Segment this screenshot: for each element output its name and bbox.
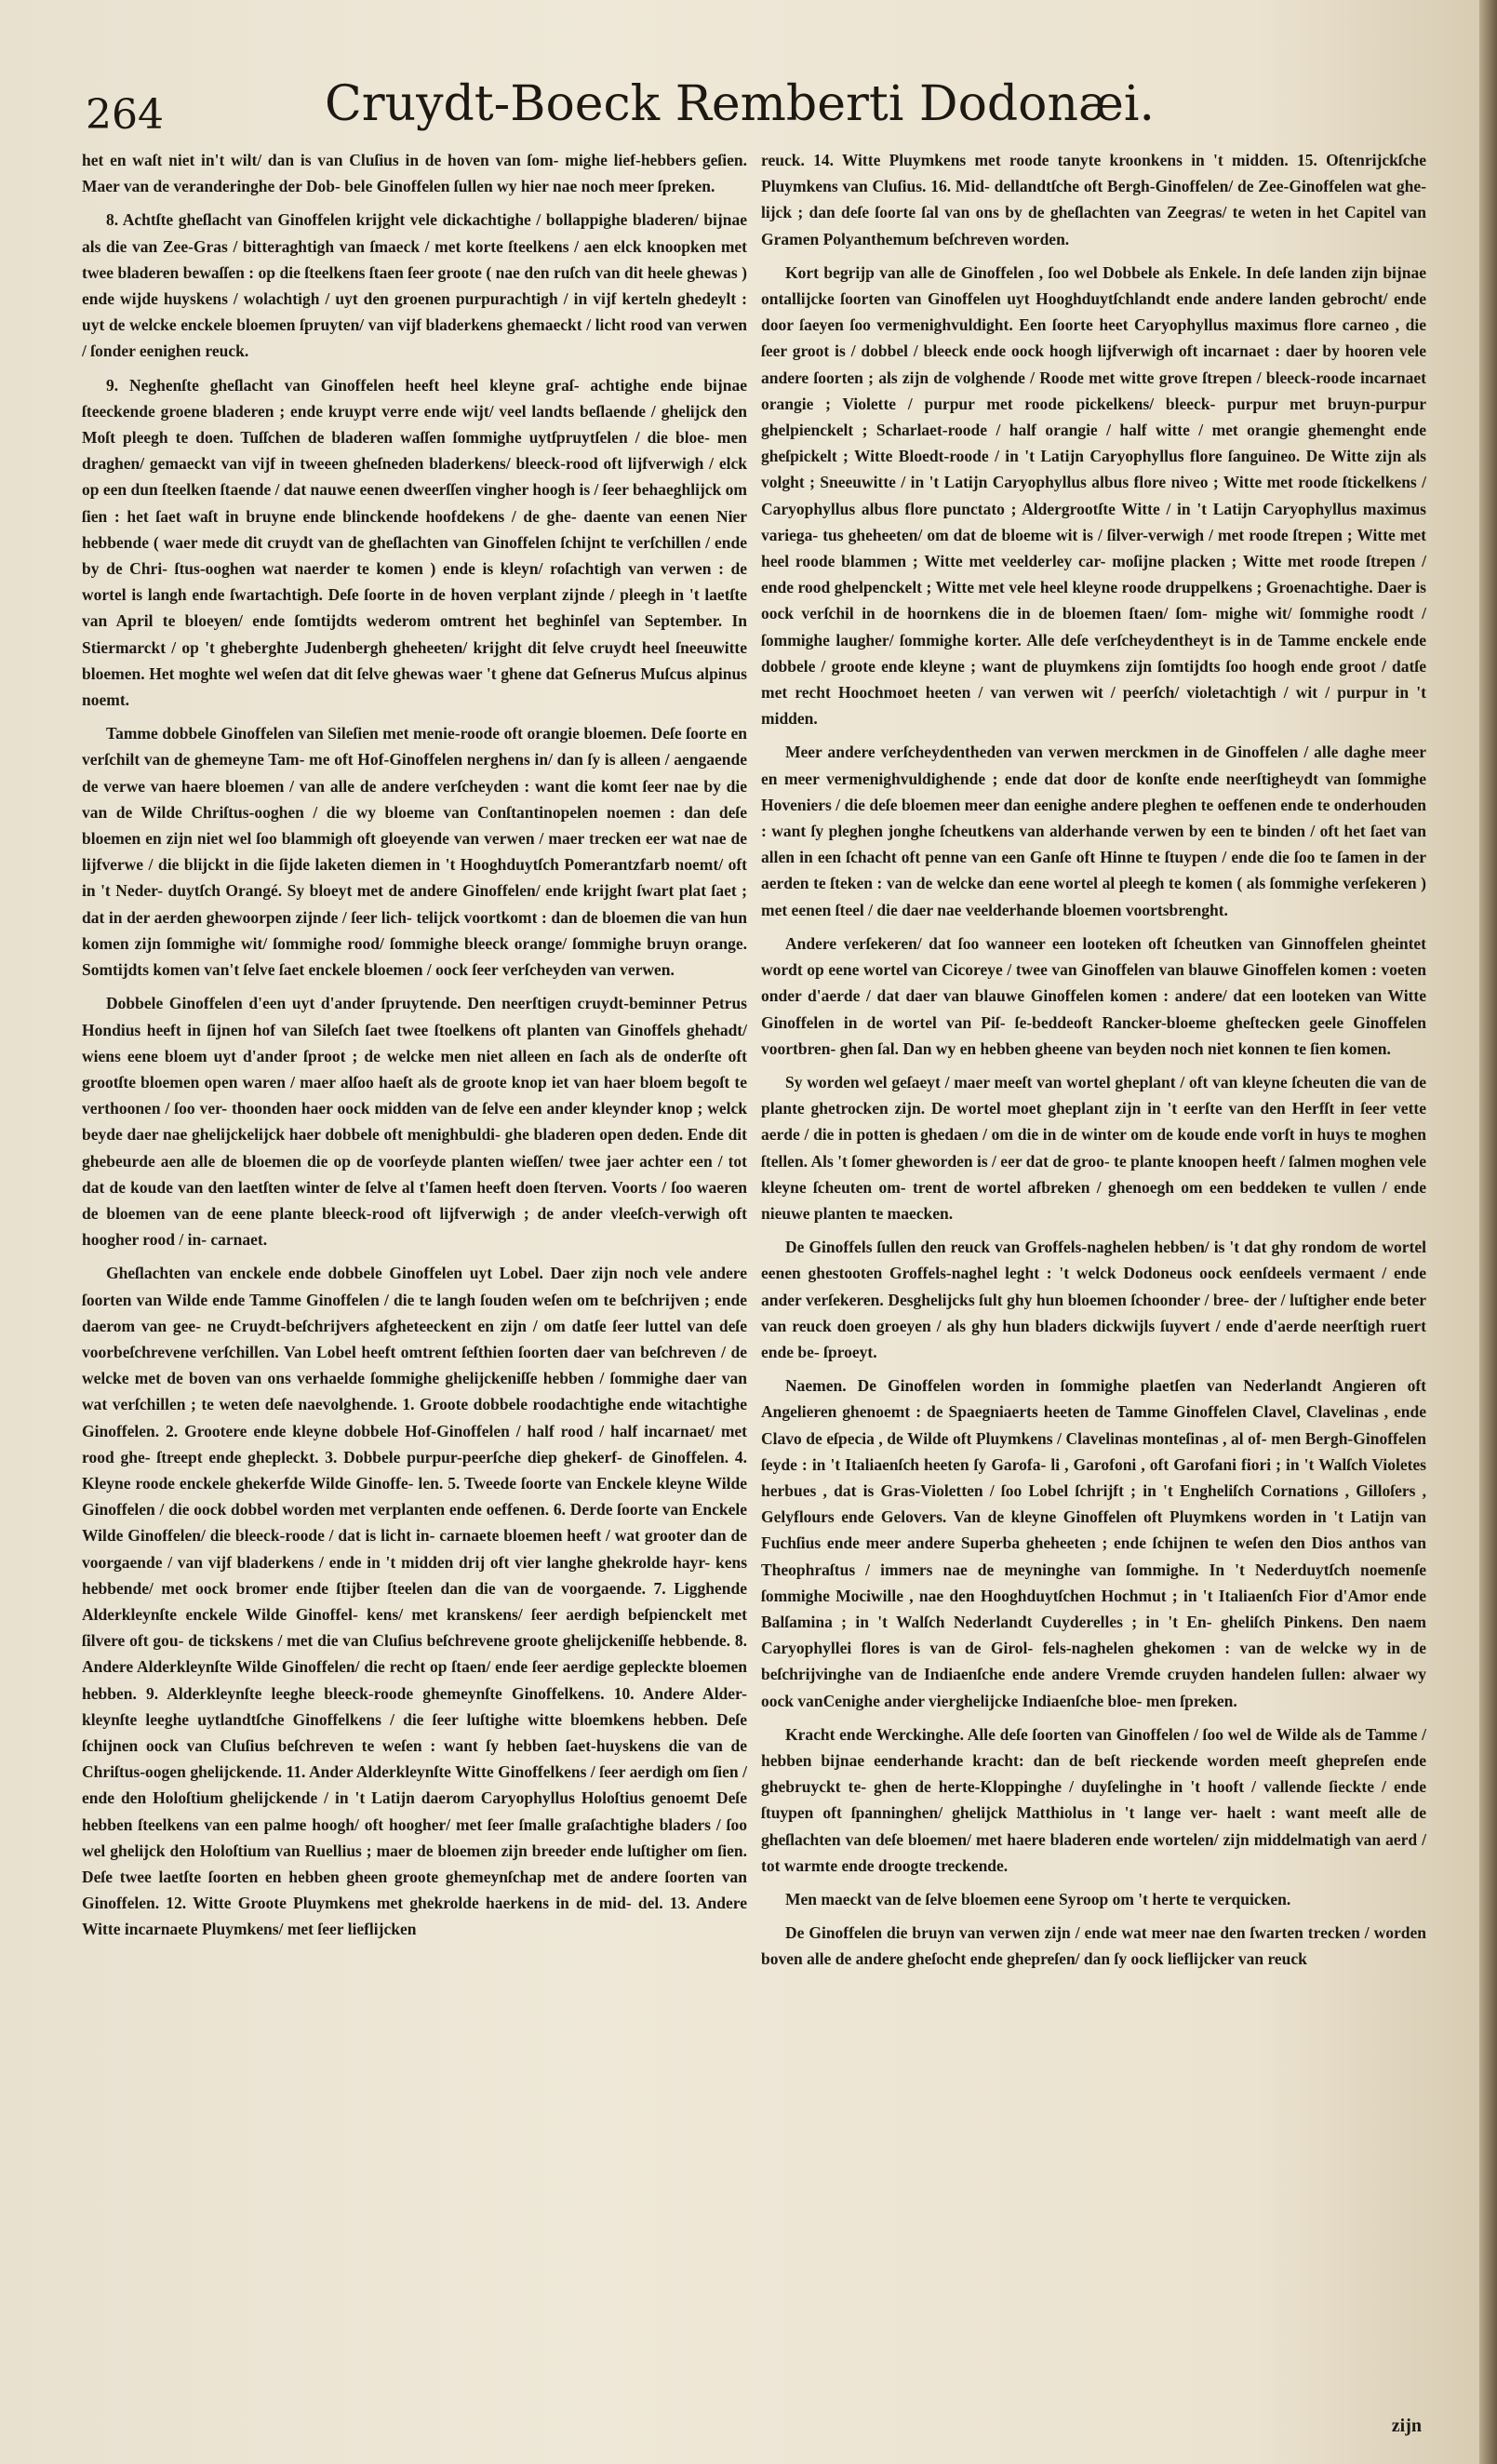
paragraph: het en waſt niet in't wilt/ dan is van Cluſius in de hoven van ſom- mighe lief-hebbers geſien. Maer van de veranderinghe der Dob- bele Ginoffelen ſullen wy hier nae noch meer ſpreken. xyxy=(82,151,747,196)
paragraph: Meer andere verſcheydentheden van verwen merckmen in de Ginoffelen / alle daghe meer en meer vermenighvuldighende ; ende dat door de konſte ende neerſtigheydt van ſommighe Hoveniers / die deſe bloemen meer dan eenighe andere pleghen te oeffenen ende te onderhouden : want ſy pleghen jonghe ſcheutkens van alderhande verwen by een te binden / oft het ſaet van allen in een ſchacht oft penne van een Ganſe oft Hinne te ſtuypen / ende die ſoo te ſamen in der aerden te ſteken : van de welcke dan eene wortel al pleegh te komen ( als ſommighe verſekeren ) met eenen ſteel / die daer nae veelderhande bloemen voortsbrenght. xyxy=(761,743,1426,919)
paragraph: Gheſlachten van enckele ende dobbele Ginoffelen uyt Lobel. Daer zijn noch vele andere ſoorten van Wilde ende Tamme Ginoffelen / die te langh ſouden weſen om te beſchrijven ; ende daerom van gee- ne Cruydt-beſchrijvers afgheteeckent en zijn / om datſe ſeer luttel van deſe voorbeſchrevene verſchillen. Van Lobel heeft omtrent ſeſthien ſoorten daer van beſchreven / de welcke met de boven van ons verhaelde ſommighe ghelijckeniſſe hebben / ſommighe daer van wat verſchillen ; te weten deſe naevolghende. 1. Groote dobbele roodachtighe ende witachtighe Ginoffelen. 2. Grootere ende kleyne dobbele Hof-Ginoffelen / half rood / half incarnaet/ met rood ghe- ſtreept ende ghepleckt. 3. Dobbele purpur-peerſche diep ghekerf- de Ginoffelen. 4. Kleyne roode enckele ghekerfde Wilde Ginoffe- len. 5. Tweede ſoorte van Enckele kleyne Wilde Ginoffelen / die oock dobbel worden met verplanten ende oeffenen. 6. Derde ſoorte van Enckele Wilde Ginoffelen/ die bleeck-roode / dat is licht in- carnaete bloemen heeft / wat grooter dan de voorgaende / van vijf bladerkens / ende in 't midden drij oft vier langhe ghekrolde hayr- kens hebbende/ met oock bromer ende ſtijber ſteelen dan die van de voorgaende. 7. Ligghende Alderkleynſte enckele Wilde Ginoffel- kens/ met kranskens/ ſeer aerdigh beſpienckelt met ſilvere oft gou- de tickskens / met die van Cluſius beſchrevene groote ghelijckeniſſe hebbende. 8. Andere Alderkleynſte Wilde Ginoffelen/ die recht op ſtaen/ ende ſeer aerdige gepleckte bloemen hebben. 9. Alderkleynſte leeghe bleeck-roode ghemeynſte Ginoffelkens. 10. Andere Alder- kleynſte leeghe uytlandtſche Ginoffelkens / die ſeer luſtighe witte bloemkens hebben. Deſe ſchijnen oock van Cluſius beſchreven te weſen : want ſy hebben ſaet-huyskens die van de Chriſtus-oogen ghelijckende. 11. Ander Alderkleynſte Witte Ginoffelkens / ſeer aerdigh om ſien / ende den Holoſtium ghelijckende / in 't Latijn daerom Caryophyllus Holoſtius genoemt Deſe hebben ſteelkens van een palme hoogh/ oft hoogher/ met ſeer ſmalle graſachtighe bladers / ſoo wel ghelijck den Holoſtium van Ruellius ; maer de bloemen zijn breeder ende luſtigher om ſien. Deſe twee laetſte ſoorten en hebben gheen groote ghemeynſchap met de andere ſoorten van Ginoffelen. 12. Witte Groote Pluymkens met ghekrolde haerkens in de mid- del. 13. Andere Witte incarnaete Pluymkens/ met ſeer lieflijcken xyxy=(82,1264,747,1939)
paragraph: Dobbele Ginoffelen d'een uyt d'ander ſpruytende. Den neerſtigen cruydt-beminner Petrus Hondius heeft in ſijnen hof van Sileſch ſaet twee ſtoelkens oft planten van Ginoffels ghehadt/ wiens eene bloem uyt d'ander ſproot ; de welcke men niet alleen en ſach als de onderſte oft grootſte bloemen open waren / maer alſoo haeſt als de groote knop iet van haer bloem begoſt te verthoonen / ſoo ver- thoonden haer oock midden van de ſelve een ander kleynder knop ; welck beyde daer nae ghelijckelijck haer dobbele oft menighbuldi- ghe bladeren open deden. Ende dit ghebeurde aen alle de bloemen die op de voorſeyde planten wieſſen/ twee jaer achter een / tot dat de koude van den laetſten winter de ſelve al t'ſamen heeft doen ſterven. Voorts / ſoo waeren de bloemen van de eene plante bleeck-rood oft lijfverwigh ; de ander vleeſch-verwigh oft hoogher rood / in- carnaet. xyxy=(82,994,747,1250)
paragraph: reuck. 14. Witte Pluymkens met roode tanyte kroonkens in 't midden. 15. Oſtenrijckſche Pluymkens van Cluſius. 16. Mid- dellandtſche oft Bergh-Ginoffelen/ de Zee-Ginoffelen wat ghe- lijck ; dan deſe ſoorte ſal van ons by de gheſlachten van Zeegras/ te weten in het Capitel van Gramen Polyanthemum beſchreven worden. xyxy=(761,151,1426,248)
paragraph: 9. Neghenſte gheſlacht van Ginoffelen heeft heel kleyne graſ- achtighe ende bijnae ſteeckende groene bladeren ; ende kruypt verre ende wijt/ veel landts beſlaende / ghelijck den Moſt pleegh te doen. Tuſſchen de bladeren waſſen ſommighe uytſpruytſelen / die bloe- men draghen/ gemaeckt van vijf in tweeen gheſneden bladerkens/ bleeck-rood oft lijfverwigh / elck op een dun ſteelken ſtaende / dat nauwe eenen dweerſſen vingher hoogh is / ſeer behaeghlijck om ſien : het ſaet waſt in bruyne ende blinckende hoofdekens / de ghe- daente van eenen Nier hebbende ( waer mede dit cruydt van de gheſlachten van Ginoffelen ſchijnt te verſchillen / ende by de Chri- ſtus-ooghen wat naerder te komen ) ende is kleyn/ roſachtigh van verwen : de wortel is langh ende ſwartachtigh. Deſe ſoorte in de hoven verplant zijnde / pleegh in 't laetſte van April te bloeyen/ ende ſomtijdts wederom omtrent het beghinſel van September. In Stiermarckt / op 't gheberghte Judenbergh gheheeten/ krijght dit ſelve cruydt heel ſneeuwitte bloemen. Het moghte wel weſen dat dit ſelve ghewas waer 't ghene dat Geſnerus Muſcus alpinus noemt. xyxy=(82,375,747,710)
left-column xyxy=(82,147,747,2417)
paragraph: De Ginoffelen die bruyn van verwen zijn / ende wat meer nae den ſwarten trecken / worden boven alle de andere gheſocht ende ghepreſen/ dan ſy oock lieflijcker van reuck xyxy=(761,1923,1426,1969)
page-edge xyxy=(1479,0,1497,2464)
paragraph: De Ginoffels ſullen den reuck van Groffels-naghelen hebben/ is 't dat ghy rondom de wortel eenen ghestooten Groffels-naghel leght : 't welck Dodoneus oock eenſdeels vermaent / ende ander verſekeren. Desghelijcks ſult ghy hun bloemen ſchoonder / bree- der / luſtigher ende beter van reuck doen groeyen / als ghy hun bladers dickwijls ſuyvert / ende d'aerde neerſtigh ruert ende be- ſproeyt. xyxy=(761,1238,1426,1361)
paragraph: Andere verſekeren/ dat ſoo wanneer een looteken oft ſcheutken van Ginnoffelen gheintet wordt op eene wortel van Cicoreye / twee van Ginoffelen van blauwe Ginoffelen komen : voeten onder d'aerde / dat daer van blauwe Ginoffelen komen : andere/ dat een looteken van Witte Ginoffelen in de wortel van Piſ- ſe-beddeoft Rancker-bloeme gheſtecken geele Ginoffelen voortbren- ghen ſal. Dan wy en hebben gheene van beyden noch niet konnen te ſien komen. xyxy=(761,933,1426,1058)
paragraph: Naemen. De Ginoffelen worden in ſommighe plaetſen van Nederlandt Angieren oft Angelieren ghenoemt : de Spaegniaerts heeten de Tamme Ginoffelen Clavel, Clavelinas , ende Clavo de eſpecia , de Wilde oft Pluymkens / Clavelinas monteſinas , al of- men Bergh-Ginoffelen ſeyde : in 't Italiaenſch heeten ſy Garofa- li , Garofoni , oft Garofani fiori ; in 't Walſch Violetes herbues , dat is Gras-Violetten / ſoo Lobel ſchrijft ; in 't Engheliſch Cornations , Gilloſers , Gelyflours ende Gelovers. Van de kleyne Ginoffelen oft Pluymkens worden in 't Latijn van Fuchſius ende meer andere Superba gheheeten ; ende ſchijnen te weſen den Dios anthos van Theophraſtus / immers nae de meyninghe van ſommighe. In 't Nederduytſch noemenſe ſommighe Mociwille , nae den Hooghduytſchen Hochmut ; in 't Italiaenſch Fior d'Amor ende Balſamina ; in 't Walſch Nederlandt Cuyderelles ; in 't En- gheliſch Pinkens. Den naem Caryophyllei flores is van de Girol- fels-naghelen ghekomen : van de welcke wy in de beſchrijvinghe van de Indiaenſche ende andere Vremde cruyden handelen ſullen: alwaer wy oock vanCenighe ander vierghelijcke Indiaenſche bloe- men ſpreken. xyxy=(761,1376,1426,1710)
paragraph: Kort begrijp van alle de Ginoffelen , ſoo wel Dobbele als Enkele. In deſe landen zijn bijnae ontallijcke ſoorten van Ginoffelen uyt Hooghduytſchlandt ende andere landen gebrocht/ ende door ſaeyen ſoo vermenighvuldight. Een ſoorte heet Caryophyllus maximus flore carneo , die ſeer groot is / dobbel / bleeck ende oock hoogh lijfverwigh oft incarnaet : daer by hooren vele andere ſoorten ; als zijn de volghende / Roode met witte grove ſtrepen / bleeck-roode incarnaet orangie ; Violette / purpur met roode pickelkens/ bleeck- purpur met bruyn-purpur ghelpienckelt ; Scharlaet-roode / half orangie / half witte / met orangie ghemenght ende gheſpickelt ; Witte Bloedt-roode / in 't Latijn Caryophyllus flore ſanguineo. De Witte zijn als volght ; Sneeuwitte / in 't Latijn Caryophyllus albus flore niveo ; Witte met roode ſtickelkens / Caryophyllus albus flore punctato ; Aldergrootſte Witte / in 't Latijn Caryophyllus maximus variega- tus gheheeten/ om dat de bloeme wit is / ſilver-verwigh / met roode ſtrepen ; Witte met heel roode blammen ; Witte met veelderley car- moſijne placken ; Witte met roode ſtrepen / ende rood ghelpenckelt ; Witte met vele heel kleyne roode druppelkens ; Groenachtighe. Daer is oock verſchil in de hoornkens die in de bloemen ſtaen/ ſom- mighe wit/ ſommighe roodt / ſommighe laugher/ ſommighe korter. Alle deſe verſcheydentheyt is in de Tamme enckele ende dobbele / groote ende kleyne ; want de pluymkens zijn ſomtijdts ſoo hoogh ende groot / datſe met recht Hoochmoet heeten / van verwen wit / peerſch/ violetachtigh / wit / purpur in 't midden. xyxy=(761,262,1426,729)
paragraph: Kracht ende Werckinghe. Alle deſe ſoorten van Ginoffelen / ſoo wel de Wilde als de Tamme / hebben bijnae eenderhande kracht: dan de beſt rieckende worden meeſt ghepreſen ende ghebruyckt te- ghen de herte-Kloppinghe / duyſelinghe in 't hooft / vallende ſieckte / ende ſtuypen oft ſpanninghen/ ghelijck Matthiolus in 't lange ver- haelt : want meeſt alle de gheſlachten van deſe bloemen/ met haere bladeren ende wortelen/ zijn middelmatigh van aerd / tot warmte ende droogte treckende. xyxy=(761,1724,1426,1875)
paragraph: Sy worden wel geſaeyt / maer meeſt van wortel gheplant / oft van kleyne ſcheuten die van de plante ghetrocken zijn. De wortel moet gheplant zijn in 't eerſte van den Herfſt in ſeer vette aerde / die in potten is ghedaen / om die in de winter om de koude ende vorſt in huys te moghen ſtellen. Als 't ſomer gheworden is / eer dat de groo- te plante knoopen heeft / ſalmen moghen vele kleyne ſcheuten om- trent de wortel afbreken / ghenoegh om een beddeken te vullen / ende nieuwe planten te maecken. xyxy=(761,1072,1426,1223)
page-title: Cruydt-Boeck Remberti Dodonæi. xyxy=(324,76,1156,132)
paragraph: Tamme dobbele Ginoffelen van Sileſien met menie-roode oft orangie bloemen. Deſe ſoorte en verſchilt van de ghemeyne Tam- me oft Hof-Ginoffelen nerghens in/ dan ſy is alleen / aengaende de verwe van haere bloemen / van alle de andere verſcheyden : want die komt ſeer nae by die van de Wilde Chriſtus-ooghen / die wy bloeme van Conſtantinopelen noemen : dan deſe bloemen en zijn niet wel ſoo blammigh oft gloeyende van verwen / maer trecken eer wat nae de lijfverwe / die blijckt in die ſijde laketen diemen in 't Hooghduytſch Pomerantzfarb noemt/ oft in 't Neder- duytſch Orangé. Sy bloeyt met de andere Ginoffelen/ ende krijght ſwart plat ſaet ; dat in der aerden ghewoorpen zijnde / ſeer lich- telijck voortkomt : dan de bloemen die van hun komen zijn ſommighe wit/ ſommighe rood/ ſommighe bleeck orange/ ſommighe bruyn orange. Somtijdts komen van't ſelve ſaet enckele bloemen / oock ſeer verſcheyden van verwen. xyxy=(82,724,747,980)
paragraph: Men maeckt van de ſelve bloemen eene Syroop om 't herte te verquicken. xyxy=(785,1890,1291,1908)
page-number: 264 xyxy=(86,91,164,139)
right-column xyxy=(761,147,1426,2417)
paragraph: 8. Achtſte gheſlacht van Ginoffelen krijght vele dickachtighe / bollappighe bladeren/ bijnae als die van Zee-Gras / bitteraghtigh van ſmaeck / met korte ſteelkens / aen elck knoopken met twee bladeren bewaſſen : op die ſteelkens ſtaen ſeer groote ( nae den ruſch van dit heele ghewas ) ende wijde huyskens / wolachtigh / uyt den groenen purpurachtigh / in vijf kerteln ghedeylt : uyt de welcke enckele bloemen ſpruyten/ van vijf bladerkens ghemaeckt / licht rood van verwen / ſonder eenighen reuck. xyxy=(82,210,747,361)
catchword: zijn xyxy=(1391,2416,1422,2436)
